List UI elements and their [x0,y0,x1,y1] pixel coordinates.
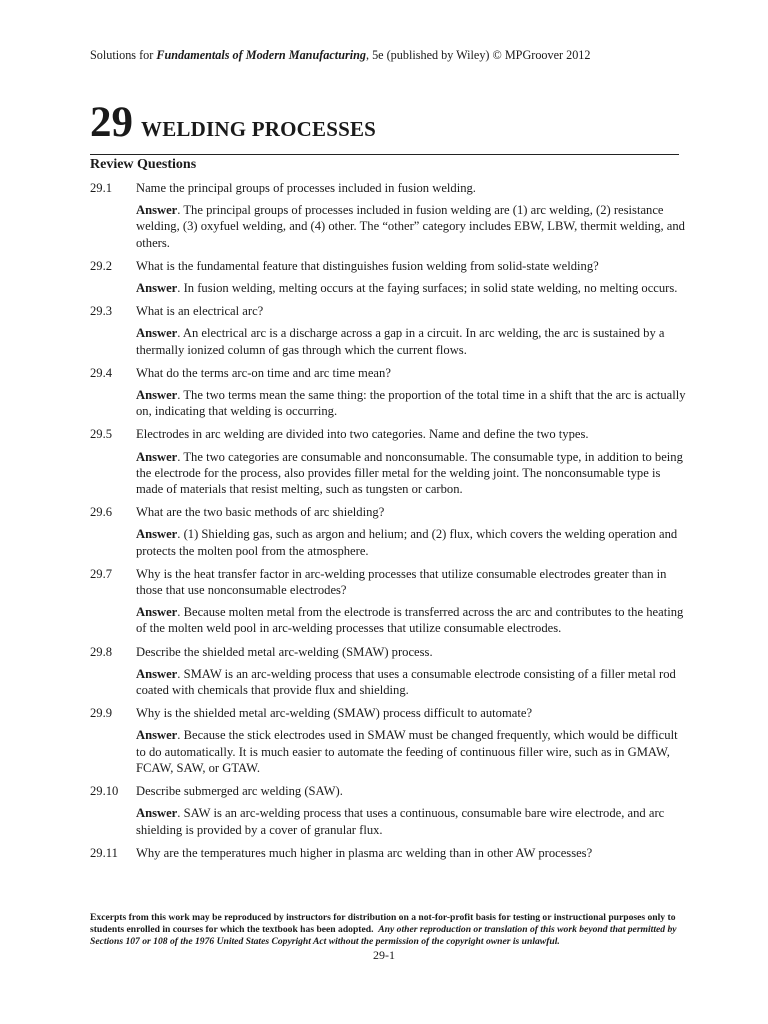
question-number: 29.11 [90,845,118,860]
question-number: 29.8 [90,644,113,659]
question [90,566,690,598]
question [90,504,690,520]
answer-label: Answer [136,281,178,296]
question [90,845,690,861]
question-text: Electrodes in arc welding are divided into two categories. Name and define the two types. [136,427,589,442]
answer [90,727,690,776]
running-header [90,48,690,63]
answer [90,526,690,558]
section-title: Review Questions [90,157,197,172]
question-number: 29.4 [90,365,113,380]
question-item [90,705,690,776]
answer-label: Answer [136,527,178,542]
question [90,426,690,442]
question-item [90,180,690,251]
answer-text: . (1) Shielding gas, such as argon and helium; and (2) flux, which covers the welding operation and protects the molten pool from the atmosphere. [136,527,678,558]
answer-text: . SMAW is an arc-welding process that uses a consumable electrode consisting of a filler metal rod coated with chemicals that provide flux and shielding. [136,666,676,698]
answer [90,604,690,636]
question-text: Why is the heat transfer factor in arc-welding processes that utilize consumable electrodes greater than in those that use nonconsumable electrodes? [136,566,667,598]
question-number: 29.7 [90,566,113,581]
answer [90,805,690,837]
question-item [90,566,690,637]
answer [90,387,690,419]
question-number: 29.5 [90,427,113,442]
question-text: Describe submerged arc welding (SAW). [136,784,343,799]
answer-label: Answer [136,806,178,821]
answer [90,325,690,357]
answer [90,202,690,251]
question-text: Why is the shielded metal arc-welding (SMAW) process difficult to automate? [136,706,533,721]
answer-label: Answer [136,388,178,403]
footer-italic-text: Any other reproduction or translation of this work beyond that permitted by Sections 107 or 108 of the 1976 United States Copyright Act without the permission of the copyright owner is unlawful. [90,924,677,947]
question-list [90,180,690,868]
question-number: 29.9 [90,706,113,721]
question-text: What is the fundamental feature that distinguishes fusion welding from solid-state welding? [136,258,599,273]
question-text: What is an electrical arc? [136,304,264,319]
question-number: 29.3 [90,304,113,319]
answer-text: . SAW is an arc-welding process that uses a continuous, consumable bare wire electrode, and arc shielding is provided by a cover of granular flux. [136,806,665,837]
question [90,258,690,274]
question-number: 29.2 [90,258,113,273]
chapter-heading [90,98,690,147]
answer-text: . In fusion welding, melting occurs at the faying surfaces; in solid state welding, no melting occurs. [177,281,678,296]
answer [90,666,690,698]
answer-label: Answer [136,605,178,620]
question-item [90,504,690,559]
question-text: Name the principal groups of processes included in fusion welding. [136,181,476,195]
question-item [90,258,690,296]
question-text: What are the two basic methods of arc shielding? [136,505,385,520]
answer-label: Answer [136,728,178,743]
header-suffix: , 5e (published by Wiley) © MPGroover 2012 [365,48,591,62]
question-number: 29.1 [90,181,113,195]
answer [90,280,690,296]
question-text: Describe the shielded metal arc-welding (SMAW) process. [136,644,433,659]
answer [90,449,690,498]
answer-text: . The principal groups of processes included in fusion welding are (1) arc welding, (2) resistance welding, (3) oxyfuel welding, and (4) other. The “other” category includes EBW, LBW, thermit welding, and others. [136,203,685,250]
answer-text: . Because molten metal from the electrode is transferred across the arc and contributes to the heating of the molten weld pool in arc-welding processes that utilize consumable electrodes. [136,605,684,636]
question-number: 29.6 [90,505,113,520]
question [90,180,690,196]
copyright-footer [90,912,690,948]
answer-label: Answer [136,449,178,464]
question [90,783,690,799]
question-item [90,845,690,861]
page-number: 29-1 [373,948,395,962]
chapter-number: 29 [90,99,133,146]
answer-text: . The two terms mean the same thing: the proportion of the total time in a shift that the arc is actually on, indicating that welding is occurring. [136,388,686,419]
question [90,365,690,381]
question-item [90,303,690,358]
question-text: What do the terms arc-on time and arc time mean? [136,365,391,380]
answer-text: . Because the stick electrodes used in SMAW must be changed frequently, which would be difficult to do automatically. It is much easier to automate the feeding of continuous filler wire, such as in GMAW, FCAW, SAW, or GTAW. [136,728,678,775]
answer-text: . An electrical arc is a discharge across a gap in a circuit. In arc welding, the arc is sustained by a thermally ionized column of gas through which the current flows. [136,326,665,357]
question-item [90,644,690,699]
question-text: Why are the temperatures much higher in plasma arc welding than in other AW processes? [136,845,593,860]
heading-rule [90,154,679,155]
chapter-title: WELDING PROCESSES [141,117,377,141]
header-book-title: Fundamentals of Modern Manufacturing [156,48,366,62]
question-number: 29.10 [90,784,119,799]
question-item [90,365,690,420]
footer-text: Excerpts from this work may be reproduced by instructors for distribution on a not-for-profit basis for testing or instructional purposes only to students enrolled in courses for which the textbook has been adopted. [90,912,676,935]
answer-label: Answer [136,666,178,681]
question-item [90,783,690,838]
answer-label: Answer [136,326,178,341]
header-prefix: Solutions for [90,48,157,62]
question-item [90,426,690,497]
answer-label: Answer [136,203,178,218]
question [90,303,690,319]
question [90,705,690,721]
answer-text: . The two categories are consumable and nonconsumable. The consumable type, in addition to being the electrode for the process, also provides filler metal for the welding joint. The nonconsumable type is made of materials that resist melting, such as tungsten or carbon. [136,449,683,497]
question [90,644,690,660]
